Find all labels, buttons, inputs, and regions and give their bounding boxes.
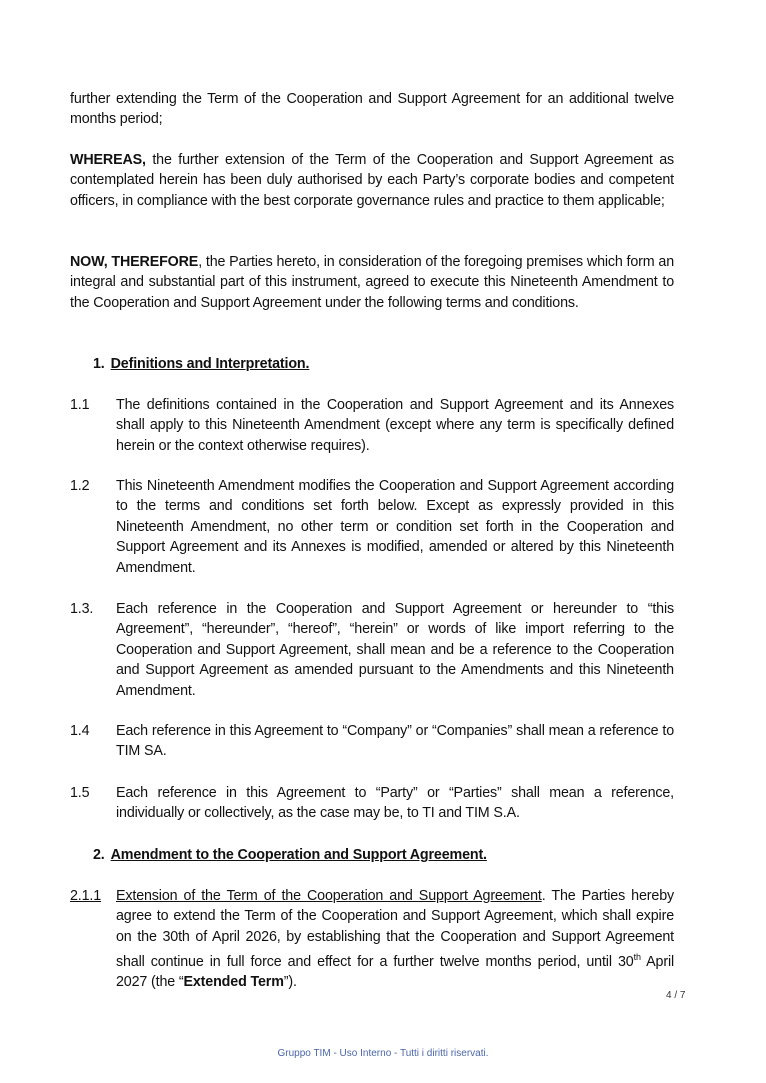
clause-text: This Nineteenth Amendment modifies the Cooperation and Support Agreement according to the terms and conditions set forth below. Except as expressly provided in this Nineteenth Amendment, no other term or condition set forth in the Cooperation and Support Agreement and its Annexes is modified, amended or altered by this Nineteenth Amendment.: [116, 478, 674, 576]
clause-2-1-1-text-c: ”).: [283, 974, 297, 991]
clause-text: [116, 886, 674, 993]
clause-number: 1.4: [70, 723, 90, 739]
paragraph-continuation: further extending the Term of the Cooperation and Support Agreement for an additional twelve months period;: [70, 91, 674, 128]
clause-text: The definitions contained in the Cooperation and Support Agreement and its Annexes shall apply to this Nineteenth Amendment (except where any term is specifically defined herein or the context otherwise requires).: [116, 397, 674, 454]
now-therefore-text: , the Parties hereto, in consideration of the foregoing premises which form an integral and substantial part of this instrument, agreed to execute this Nineteenth Amendment to the Cooperation and Support Agreement under the following terms and conditions.: [70, 254, 674, 311]
whereas-lead: WHEREAS,: [70, 152, 146, 168]
paragraph-whereas: [70, 150, 674, 211]
section-1-number: 1.: [93, 356, 105, 372]
page-number: 4 / 7: [666, 990, 686, 1001]
section-2-number: 2.: [93, 847, 105, 863]
section-2-heading: [93, 845, 487, 865]
clause-2-1-1-text-a: . The Parties hereby agree to extend the Term of the Cooperation and Support Agreement, which shall expire on the 30th of April 2026, by establishing that the Cooperation and Support Agreement shall continue in full force and effect for a further twelve months period, until 30: [116, 888, 674, 970]
classification-footer: Gruppo TIM - Uso Interno - Tutti i diritti riservati.: [277, 1048, 489, 1059]
clause-text: Each reference in the Cooperation and Support Agreement or hereunder to “this Agreement”, “hereunder”, “hereof”, “herein” or words of like import referring to the Cooperation and Support Agreement, shall mean and be a reference to the Cooperation and Support Agreement as amended pursuant to the Amendments and this Nineteenth Amendment.: [116, 601, 674, 699]
ordinal-suffix: th: [633, 952, 641, 963]
clause-2-1-1-heading: Extension of the Term of the Cooperation and Support Agreement: [116, 888, 542, 904]
paragraph-now-therefore: [70, 252, 674, 313]
clause-number: 1.5: [70, 785, 90, 801]
clause-text: Each reference in this Agreement to “Company” or “Companies” shall mean a reference to TIM SA.: [116, 723, 674, 760]
section-1-title: Definitions and Interpretation.: [110, 356, 310, 372]
section-1-heading: [93, 354, 309, 374]
clause-text: Each reference in this Agreement to “Party” or “Parties” shall mean a reference, individually or collectively, as the case may be, to TI and TIM S.A.: [116, 785, 674, 822]
now-therefore-lead: NOW, THEREFORE: [70, 254, 199, 270]
clause-number: 1.2: [70, 478, 90, 494]
clause-2-1-1-text-b: April 2027 (the “: [116, 953, 674, 991]
defined-term-extended-term: Extended Term: [183, 974, 284, 991]
whereas-text: the further extension of the Term of the Cooperation and Support Agreement as contemplated herein has been duly authorised by each Party’s corporate bodies and competent officers, in compliance with the best corporate governance rules and practice to them applicable;: [70, 152, 674, 209]
document-page: [70, 0, 674, 1083]
clause-number: 1.1: [70, 397, 90, 413]
clause-number: 1.3.: [70, 601, 94, 617]
clause-number: 2.1.1: [70, 888, 102, 904]
section-2-title: Amendment to the Cooperation and Support Agreement.: [110, 847, 487, 863]
